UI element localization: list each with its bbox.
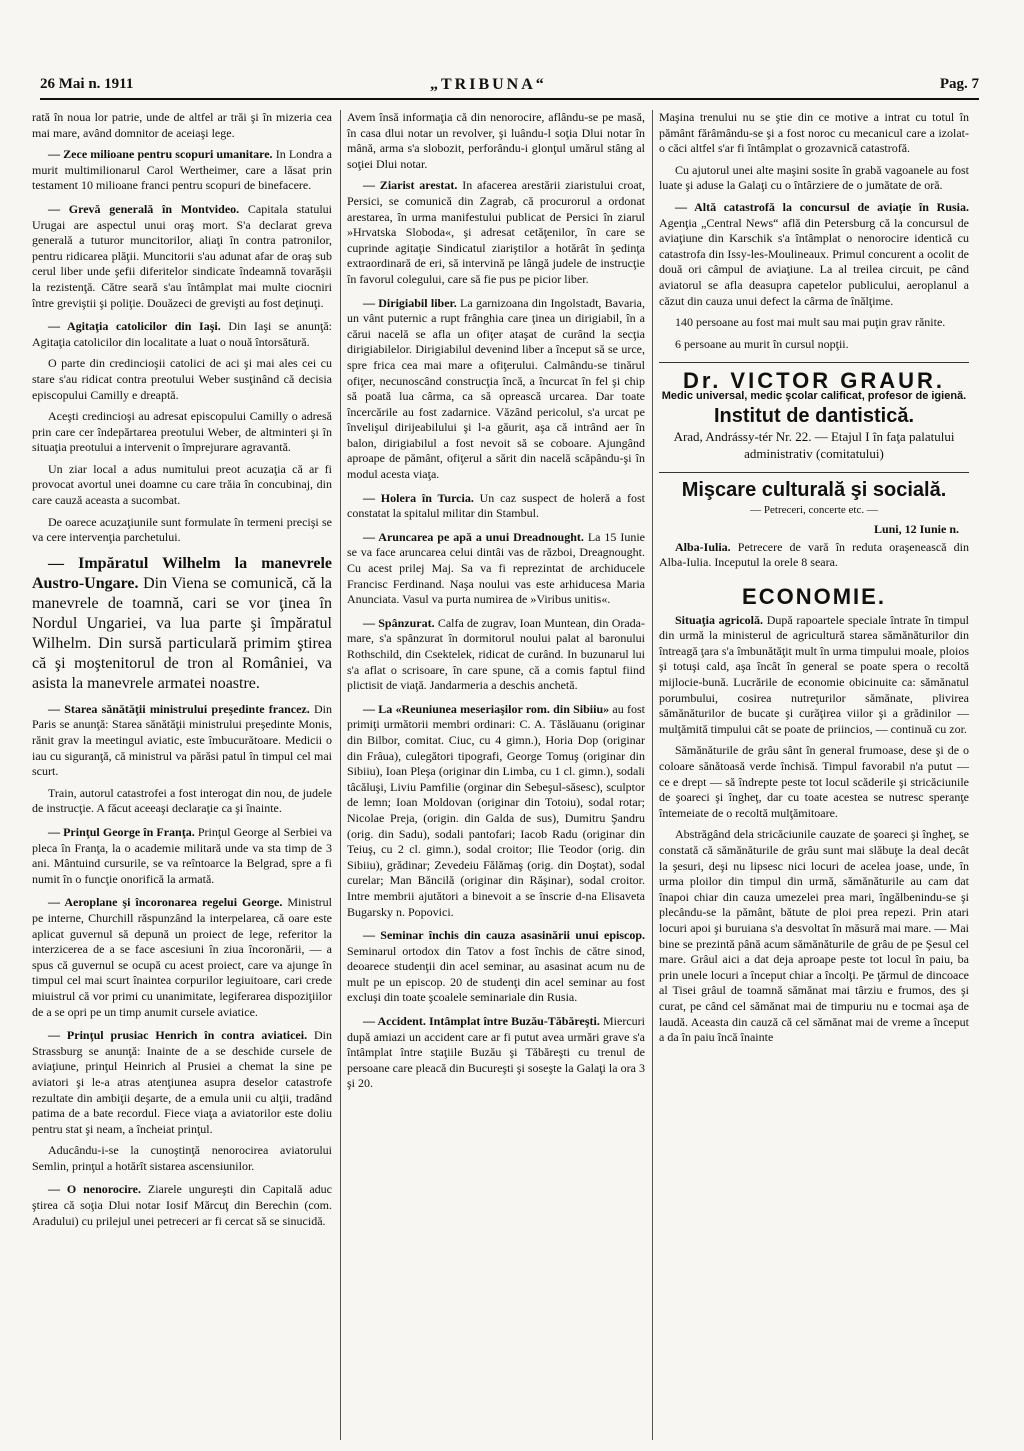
article-continuation: rată în noua lor patrie, unde de altfel ar trăi şi în mizeria cea mai mare, având domnitor de aceiaşi lege. xyxy=(32,110,332,140)
article-title: — Spânzurat. xyxy=(363,615,435,630)
article-title: — Prinţul prusiac Henrich în contra aviaticei. xyxy=(48,1028,308,1043)
page-header xyxy=(40,70,979,100)
article-title: — Seminar închis din cauza asasinării unui episcop. xyxy=(363,928,645,943)
article-body: In afacerea arestării ziaristului croat, Persici, se comunică din Zagrab, că procurorul a ordonat arestarea, în urma manifestului publicat de Persici în ziarul »Hrvatska Sloboda«, şi adresat cetăţenilor, în care se cuprinde agitaţie Sindicatul ziariştilor a hotărât în şedinţa extraordinară de eri, să intervină pe lângă judele de instrucţie în favorul colegului, care să fie pus pe picior liber. xyxy=(347,178,645,286)
divider xyxy=(659,472,969,473)
article-title: — Holera în Turcia. xyxy=(363,490,474,505)
event-title: Alba-Iulia. xyxy=(675,539,731,554)
article-paragraph: Aducându-i-se la cunoştinţă nenorocirea aviatorului Semlin, prinţul a hotărît sistarea ascensiunilor. xyxy=(32,1143,332,1173)
ad-doctor-name: Dr. VICTOR GRAUR. xyxy=(682,368,946,394)
article-body: Capitala statului Urugai are aspectul unui oraş mort. S'a declarat greva generală a tuturor muncitorilor, aliaţi în contra patronilor, pentru ridicarea plăţii. Muncitorii s'au adunat afar de oraş sub cerul liber unde şefii diferitelor sindicate îndeamnă tovarăşii la rezistenţă. Către seară s'au întâmplat mai multe ciocniri între greviştii şi poliţie. Douăzeci de grevişti au fost deţinuţi. xyxy=(32,201,332,310)
article-title: — Aeroplane şi încoronarea regelui George. xyxy=(48,895,283,910)
article-spanzurat xyxy=(347,616,645,694)
article-catastrofa-rusia xyxy=(659,200,969,352)
article-paragraph: De oarece acuzaţiunile sunt formulate în termeni precişi se va cere intervenţia parchetului. xyxy=(32,514,332,545)
article-paragraph: 6 persoane au murit în cursul nopţii. xyxy=(675,336,849,351)
article-title: — Zece milioane pentru scopuri umanitare. xyxy=(48,147,273,162)
article-zece-milioane xyxy=(32,147,332,194)
article-dreadnought xyxy=(347,530,645,608)
article-title: — Prinţul George în Franţa. xyxy=(48,825,195,839)
article-accident xyxy=(347,1014,645,1092)
article-title: — Ziarist arestat. xyxy=(363,178,458,193)
article-continuation: Maşina trenului nu se ştie din ce motive a intrat cu totul în pământ fărâmându-se şi a fost noroc cu mecanicul care a izolat-o căci altfel s'ar fi întâmplat o grozavnică catastrofă. xyxy=(659,110,969,156)
article-title: — Starea sănătăţii ministrului preşedinte francez. xyxy=(48,701,310,716)
newspaper-title: „TRIBUNA“ xyxy=(430,76,547,93)
section-subheading: — Petreceri, concerte etc. — xyxy=(750,503,878,516)
column-2 xyxy=(340,110,645,1440)
article-title: — Dirigiabil liber. xyxy=(363,295,457,310)
article-imparatul-wilhelm xyxy=(32,554,332,694)
article-paragraph: Aceşti credincioşi au adresat episcopului Camilly o adresă prin care cer îndepărtarea preotului Weber, de altminteri şi în situaţia preotului a intervenit o împrejurare agravantă. xyxy=(32,409,332,455)
article-body: Din Iaşi se anunţă: Agitaţia catolicilor din localitate a luat o nouă întorsătură. xyxy=(32,319,332,349)
article-reuniunea-meseriasilor xyxy=(347,702,645,920)
article-title: — Grevă generală în Montvideo. xyxy=(48,201,240,216)
ad-address: Arad, Andrássy-tér Nr. 22. — Etajul I în faţa palatului administrativ (comitatului) xyxy=(673,429,955,462)
article-title: Situaţia agricolă. xyxy=(675,612,764,627)
article-body: La garnizoana din Ingolstadt, Bavaria, un vânt puternic a rupt frânghia care ţinea un dirigiabil, în a cărui nacelă se afla un ofiţer ataşat de curând la secţia dirigiabilelor. Dirigiabilul devenind liber a început să se urce, spre frica cea mai mare a ofiţerului. Calmându-se tinărul ofiţer, necunoscând construcţia încă, a încurcat în fel şi chip să poată lua cârma, ca să oprească urcarea. Dar toate încercările au fost zadarnice. Văzând pericolul, s'a urcat pe învelişul dirijeabilului şi l-a găurit, aşa că intrând aer în balon, dirigiabilul a fost nevoit să se coboare. Ajungând aproape de pământ, ofiţerul a sărit din nacelă scăpându-şi în modul acesta viaţa. xyxy=(347,295,645,482)
article-ziarist-arestat xyxy=(347,178,645,287)
event-body: Petrecere de vară în reduta oraşenească din Alba-Iulia. Inceputul la orele 8 seara. xyxy=(659,539,969,570)
article-body: Din Strassburg se anunţă: Inainte de a se deschide cursele de aviaţiune, prinţul Heinrich al Prusiei a chemat la sine pe aviatori şi le-a atras atenţiunea asupra deselor catastrofe rezultate din ambiţii deşarte, de a emula unii cu alţii, tradând patima de a bate recordul. Fiece viaţa a aviatorilor este doliu pentru stat şi neam, a încheiat prinţul. xyxy=(32,1028,332,1136)
article-body: Miercuri după amiazi un accident care ar fi putut avea urmări grave s'a întâmplat între staţiile Buzău şi Tăbăreşti cu trenul de persoane care pleacă din Bucureşti şi soseşte la Galaţi la ora 3 şi 20. xyxy=(347,1014,645,1091)
article-title: — Agitaţia catolicilor din Iaşi. xyxy=(48,319,221,334)
article-printul-henrich xyxy=(32,1028,332,1174)
event-date: Luni, 12 Iunie n. xyxy=(873,522,959,537)
section-heading-economie: ECONOMIE. xyxy=(742,584,886,610)
article-title: — Accident. Intâmplat între Buzău-Tăbăreşti. xyxy=(363,1014,600,1029)
column-1 xyxy=(32,110,332,1440)
article-holera-turcia xyxy=(347,491,645,522)
article-printul-george xyxy=(32,825,332,887)
article-aeroplane-incoronare xyxy=(32,895,332,1020)
article-body: Ziarele ungureşti din Capitală aduc ştirea că soţia Dlui notar Iosif Mărcuţ din Berechin (com. Aradului) cu prilejul unei petreceri ar fi cercat să se sinucidă. xyxy=(32,1182,332,1228)
article-seminar-inchis xyxy=(347,928,645,1006)
article-dirigiabil-liber xyxy=(347,296,645,483)
article-body: Din Paris se anunţă: Starea sănătăţii ministrului preşedinte Monis, rănit grav la meetingul aviatic, este îmbucurătoare. Medicii o iau cu siguranţă, că ministrul va părăsi patul în timpul cel mai scurt. xyxy=(32,701,332,779)
article-title: — O nenorocire. xyxy=(48,1182,141,1197)
divider xyxy=(659,362,969,363)
section-cultural xyxy=(659,479,969,571)
article-paragraph: Un ziar local a adus numitului preot acuzaţia că ar fi provocat avortul unei doamne cu care trăia în concubinaj, din care cauză aceasta a sucombat. xyxy=(32,461,332,508)
issue-date: 26 Mai n. 1911 xyxy=(40,76,134,92)
article-body: La 15 Iunie se va face aruncarea celui dintâi vas de război, Dreagnought. Cu acest prilej Maj. Sa va fi reprezintat de archiducele Francisc Ferdinand. Naşa noului vas este arhiducesa Maria Anunciata. Vasul va purta numirea de »Viribus unitis«. xyxy=(347,529,645,607)
article-body: Seminarul ortodox din Tatov a fost închis de către sinod, deoarece studenţii din acel seminar, au asasinat acum nu de mult pe un episcop. 20 de studenţi din acel seminar au fost excluşi din toate şcoalele seminariale din Rusia. xyxy=(347,943,645,1005)
article-body: Ministrul pe interne, Churchill răspunzând la interpelarea, că oare este aplicat guvernul să depună un proiect de lege, referitor la interzicerea de a se face ascesiuni în ziua încoronării, — a spus că guvernul se ocupă cu acest proiect, care va ajunge în timpul cel mai scurt înaintea corpurilor legiuitoare, cari crede miuistrul că vor primi cu unanimitate, legiferarea dispoziţiilor de a se opri pe un timp anumit cursele aviatice. xyxy=(32,895,332,1019)
article-greva-montvideo xyxy=(32,202,332,311)
article-paragraph: Cu ajutorul unei alte maşini sosite în grabă vagoanele au fost luate şi aduse la Galaţi cu o întârziere de o jumătate de oră. xyxy=(659,162,969,193)
article-continuation: Avem însă informaţia că din nenorocire, aflându-se pe masă, în casa dlui notar un revolver, şi luându-l soţia Dlui notar în mână, arma s'a slobozit, perforându-i glonţul umărul stâng al soţiei Dlui notar. xyxy=(347,110,645,171)
article-paragraph: Abstrăgând dela stricăciunile cauzate de şoareci şi îngheţ, se constată că sămănăturile de grâu sunt mai slăbuţe la deal decât la şesuri, deşi nu lipsesc nici locuri de acelea joase, unde, în urma ploilor din timpul din urmă, sămănăturile au cam dat înapoi chiar din cauza umezelei prea mari, îngălbenindu-se şi plecându-se la pământ, bătute de ploi prea repezi. Prin atari locuri apoi şi buruiana s'a desvoltat în măsură mai mare. — Mai bine se prezintă până acum sămănăturile de grâu de pe Şesul cel mare. Grâul aici a dat deja aproape peste tot locul în paiu, ba prin unele locuri a început chiar a încolţi. Pe ţărmul de dincoace al Tisei grâul de toamnă sămănat mai târziu e frumos, des şi curat, pe când cel sămănat mai de timpuriu nu e tocmai aşa de laudă. Aceasta din cauză că cel sămănat mai de vreme a început a da în paiu încă înainte xyxy=(659,827,969,1045)
article-paragraph: Train, autorul catastrofei a fost interogat din nou, de judele de instrucţie. A făcut aceeaşi declaraţie ca şi înainte. xyxy=(32,785,332,816)
ad-institute-name: Institut de dantistică. xyxy=(713,404,915,427)
article-paragraph: O parte din credincioşii catolici de aci şi mai ales cei cu stare s'au ridicat contra preotului Weber susţinând că decisia episcopului Camilly e dreaptă. xyxy=(32,356,332,402)
article-paragraph: 140 persoane au fost mai mult sau mai puţin grav rănite. xyxy=(675,315,946,330)
article-body: Din Viena se comunică, că la manevrele de toamnă, cari se vor ţinea în Nordul Ungariei, va lua parte şi împăratul Wilhelm. Din sursă particulară primim ştirea că şi moştenitorul de tron al României, va asista la manevrele armatei noastre. xyxy=(32,574,332,692)
article-body: Agenţia „Central News“ află din Petersburg că la concursul de aviaţiune din Karschik s'a întâmplat o nenorocire identică cu catastrofa din Issy-les-Moulineaux. Primul concurent a ocolit de două ori câmpul de aviaţiune. La al treilea circuit, pe când aviatorul se afla deasupra capetelor publicului, aeroplanul a căzut din cauza unui defect la cârma de înălţime. xyxy=(659,215,969,308)
page-number: Pag. 7 xyxy=(939,76,979,92)
article-body: Calfa de zugrav, Ioan Muntean, din Orada-mare, s'a spânzurat în dormitorul noului palat al baronului Rothschild, din Csektelek, ridicat de curând. In buzunarul lui s'a aflat o scrisoare, în care spune, că a comis faptul fiind plictisit de viaţă. Jandarmeria a deschis anchetă. xyxy=(347,615,645,693)
article-title: — Altă catastrofă la concursul de aviaţie în Rusia. xyxy=(675,199,969,214)
article-paragraph: Sămănăturile de grâu sânt în general frumoase, dese şi de o coloare sănătoasă verde închisă. Timpul favorabil n'a putut — ce e drept — să îndrepte peste tot locul scăderile şi stricăciunile de şoareci şi îngheţ, dar cu toate acestea se nutresc speranţe întemeiate de o recoltă mulţămitoare. xyxy=(659,743,969,820)
ad-doctor-credentials: Medic universal, medic şcolar calificat, profesor de igienă. xyxy=(661,389,967,402)
article-o-nenorocire xyxy=(32,1182,332,1229)
article-agitatia-catolicilor xyxy=(32,319,332,546)
article-body: In Londra a murit multimilionarul Carol Wertheimer, care a lăsat prin testament 10 milioane franci pentru scopuri de binefacere. xyxy=(32,147,332,193)
article-title: — Aruncarea pe apă a unui Dreadnought. xyxy=(363,529,584,544)
article-body: Un caz suspect de holeră a fost constatat la spitalul militar din Stambul. xyxy=(347,490,645,521)
advertisement xyxy=(659,368,969,462)
article-body: au fost primiţi următorii membri ordinari: C. A. Tăslăuanu (originar din Bilbor, comitat. Ciuc, cu 4 gimn.), Horia Dop (originar din Frâua), culegători tipografi, George Tomuş (originar din Sibiiu), Ioan Pleşa (originar din Limba, cu 1 cl. gimn.), sodali tâcăluşi, Liviu Pamfilie (orginar din Sebeşul-săsesc), sculptor de lemn; Ioan Moldovan (originar din Totoiu), sodal rotar; Nicolae Preja, (origin. din Galda de sus), Dumitru Şandru (orig. din Sadu), sodali pantofari; Iacob Radu (originar din Teiuş, cu 2 cl. gimn.), sodal croitor; Ilie Teodor (orig. din Sibiiu), grădinar; Zevedeiu Fălămaş (orig. din Doştat), sodal curelar; Man Băncilă (originar din Răşinar), sodal croitor. Intre membrii ajutători a binevoit a se înscrie d-na Elisaveta Bugarsky n. Popovici. xyxy=(347,701,645,919)
column-3 xyxy=(652,110,969,1440)
article-title: — La «Reuniunea meseriaşilor rom. din Sibiiu» xyxy=(363,701,610,716)
article-situatia-agricola xyxy=(659,613,969,1046)
article-body: Prinţul George al Serbiei va pleca în Franţa, la o academie militară unde va sta timp de 3 ani. Mântuind cursurile, se va reîntoarce la Belgrad, spre a fi numit în o funcţie onorifică la armată. xyxy=(32,825,332,886)
article-title: — Impăratul Wilhelm la manevrele Austro-Ungare. xyxy=(32,554,332,592)
section-heading: Mişcare culturală şi socială. xyxy=(681,479,947,502)
article-starea-sanatatii xyxy=(32,702,332,817)
article-body: După rapoartele speciale întrate în timpul din urmă la ministerul de agricultură starea sămănăturilor din întreagă ţara s'a îmbunătăţit mult în urma timpului moale, ploios şi totuşi cald, aşa încât în general se poate spera o recoltă mijlocie-bună. Lucrările de economie obicinuite ca: sămănatul porumbului, cosirea nutreţurilor sămănate, plivirea sămănăturilor de bucate şi curăţirea viilor şi a grădinilor — mulţămită timpului cât se poate de priincios, — continuă cu zor. xyxy=(659,612,969,736)
